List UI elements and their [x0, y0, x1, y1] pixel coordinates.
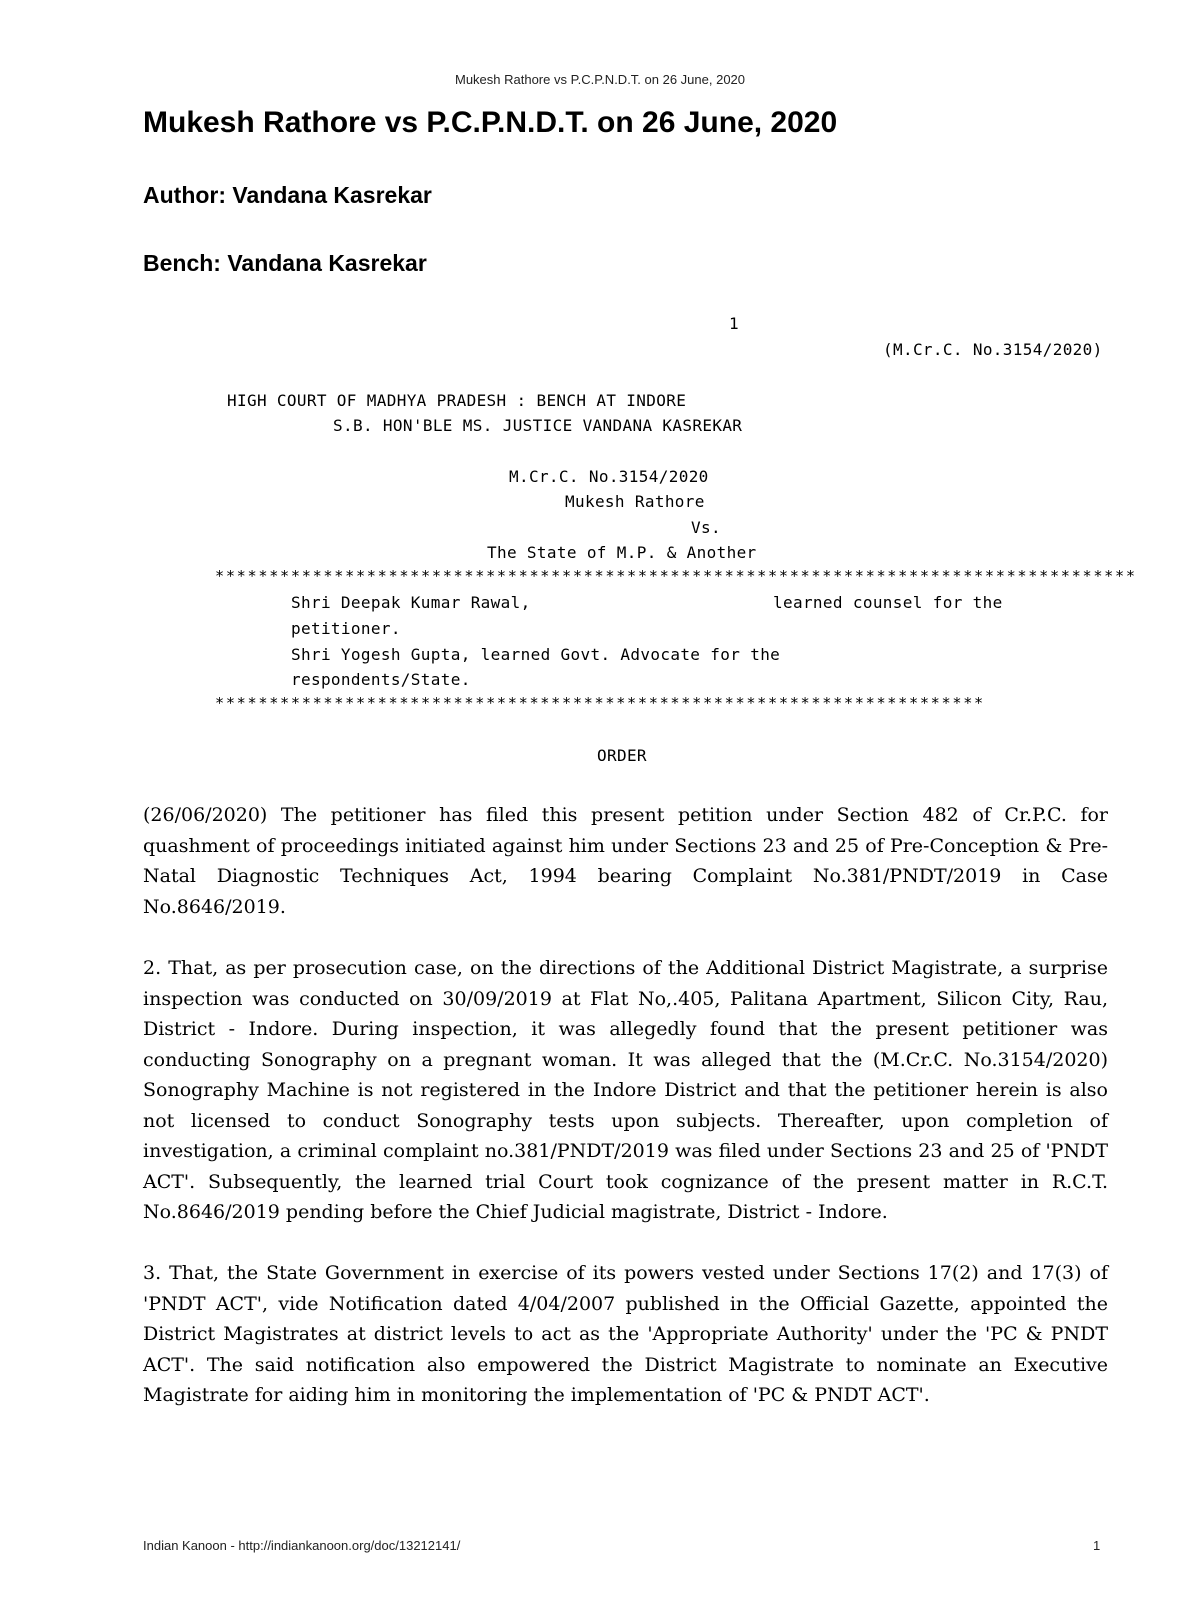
court-name: HIGH COURT OF MADHYA PRADESH : BENCH AT INDORE — [227, 391, 687, 410]
bench-line: Bench: Vandana Kasrekar — [143, 250, 427, 276]
counsel-petitioner-name: Shri Deepak Kumar Rawal, — [291, 593, 531, 612]
footer-page-number: 1 — [1093, 1538, 1101, 1553]
order-paragraph-2: 2. That, as per prosecution case, on the directions of the Additional District Magistrate, a surprise inspection was conducted on 30/09/2019 at Flat No,.405, Palitana Apartment, Silicon City, Rau, District - Indore. During inspection, it was allegedly found that the present petitioner was conducting Sonography on a pregnant woman. It was alleged that the (M.Cr.C. No.3154/2020) Sonography Machine is not registered in the Indore District and that the petitioner herein is also not licensed to conduct Sonography tests upon subjects. Thereafter, upon completion of investigation, a criminal complaint no.381/PNDT/2019 was filed under Sections 23 and 25 of 'PNDT ACT'. Subsequently, the learned trial Court took cognizance of the present matter in R.C.T. No.8646/2019 pending before the Chief Judicial magistrate, District - Indore. — [143, 957, 1108, 1223]
footer-source-link[interactable]: Indian Kanoon - http://indiankanoon.org/doc/13212141/ — [143, 1538, 461, 1553]
document-title: Mukesh Rathore vs P.C.P.N.D.T. on 26 June, 2020 — [143, 106, 838, 139]
order-heading: ORDER — [597, 746, 647, 765]
case-reference: (M.Cr.C. No.3154/2020) — [883, 340, 1103, 359]
counsel-state-name: Shri Yogesh Gupta, learned Govt. Advocate for the — [291, 645, 781, 664]
counsel-state-party: respondents/State. — [291, 670, 471, 689]
author-line: Author: Vandana Kasrekar — [143, 182, 432, 208]
judge-name: S.B. HON'BLE MS. JUSTICE VANDANA KASREKAR — [333, 416, 743, 435]
order-paragraph-3: 3. That, the State Government in exercise of its powers vested under Sections 17(2) and 17(3) of 'PNDT ACT', vide Notification dated 4/04/2007 published in the Official Gazette, appointed the District Magistrates at district levels to act as the 'Appropriate Authority' under the 'PC & PNDT ACT'. The said notification also empowered the District Magistrate to nominate an Executive Magistrate for aiding him in monitoring the implementation of 'PC & PNDT ACT'. — [143, 1262, 1108, 1406]
counsel-petitioner-party: petitioner. — [291, 619, 401, 638]
star-separator-top: ************************************************************************************* — [215, 567, 1137, 585]
versus-label: Vs. — [691, 518, 721, 537]
running-header: Mukesh Rathore vs P.C.P.N.D.T. on 26 June, 2020 — [454, 72, 746, 87]
counsel-petitioner-role: learned counsel for the — [773, 593, 1003, 612]
order-page-number: 1 — [729, 314, 739, 333]
case-number: M.Cr.C. No.3154/2020 — [509, 467, 709, 486]
order-paragraph-1: (26/06/2020) The petitioner has filed this present petition under Section 482 of Cr.P.C. for quashment of proceedings initiated against him under Sections 23 and 25 of Pre-Conception & Pre-Natal Diagnostic Techniques Act, 1994 bearing Complaint No.381/PNDT/2019 in Case No.8646/2019. — [143, 804, 1108, 918]
star-separator-bottom: *********************************************************************** — [215, 694, 985, 712]
respondent-name: The State of M.P. & Another — [487, 543, 757, 562]
petitioner-name: Mukesh Rathore — [565, 492, 705, 511]
